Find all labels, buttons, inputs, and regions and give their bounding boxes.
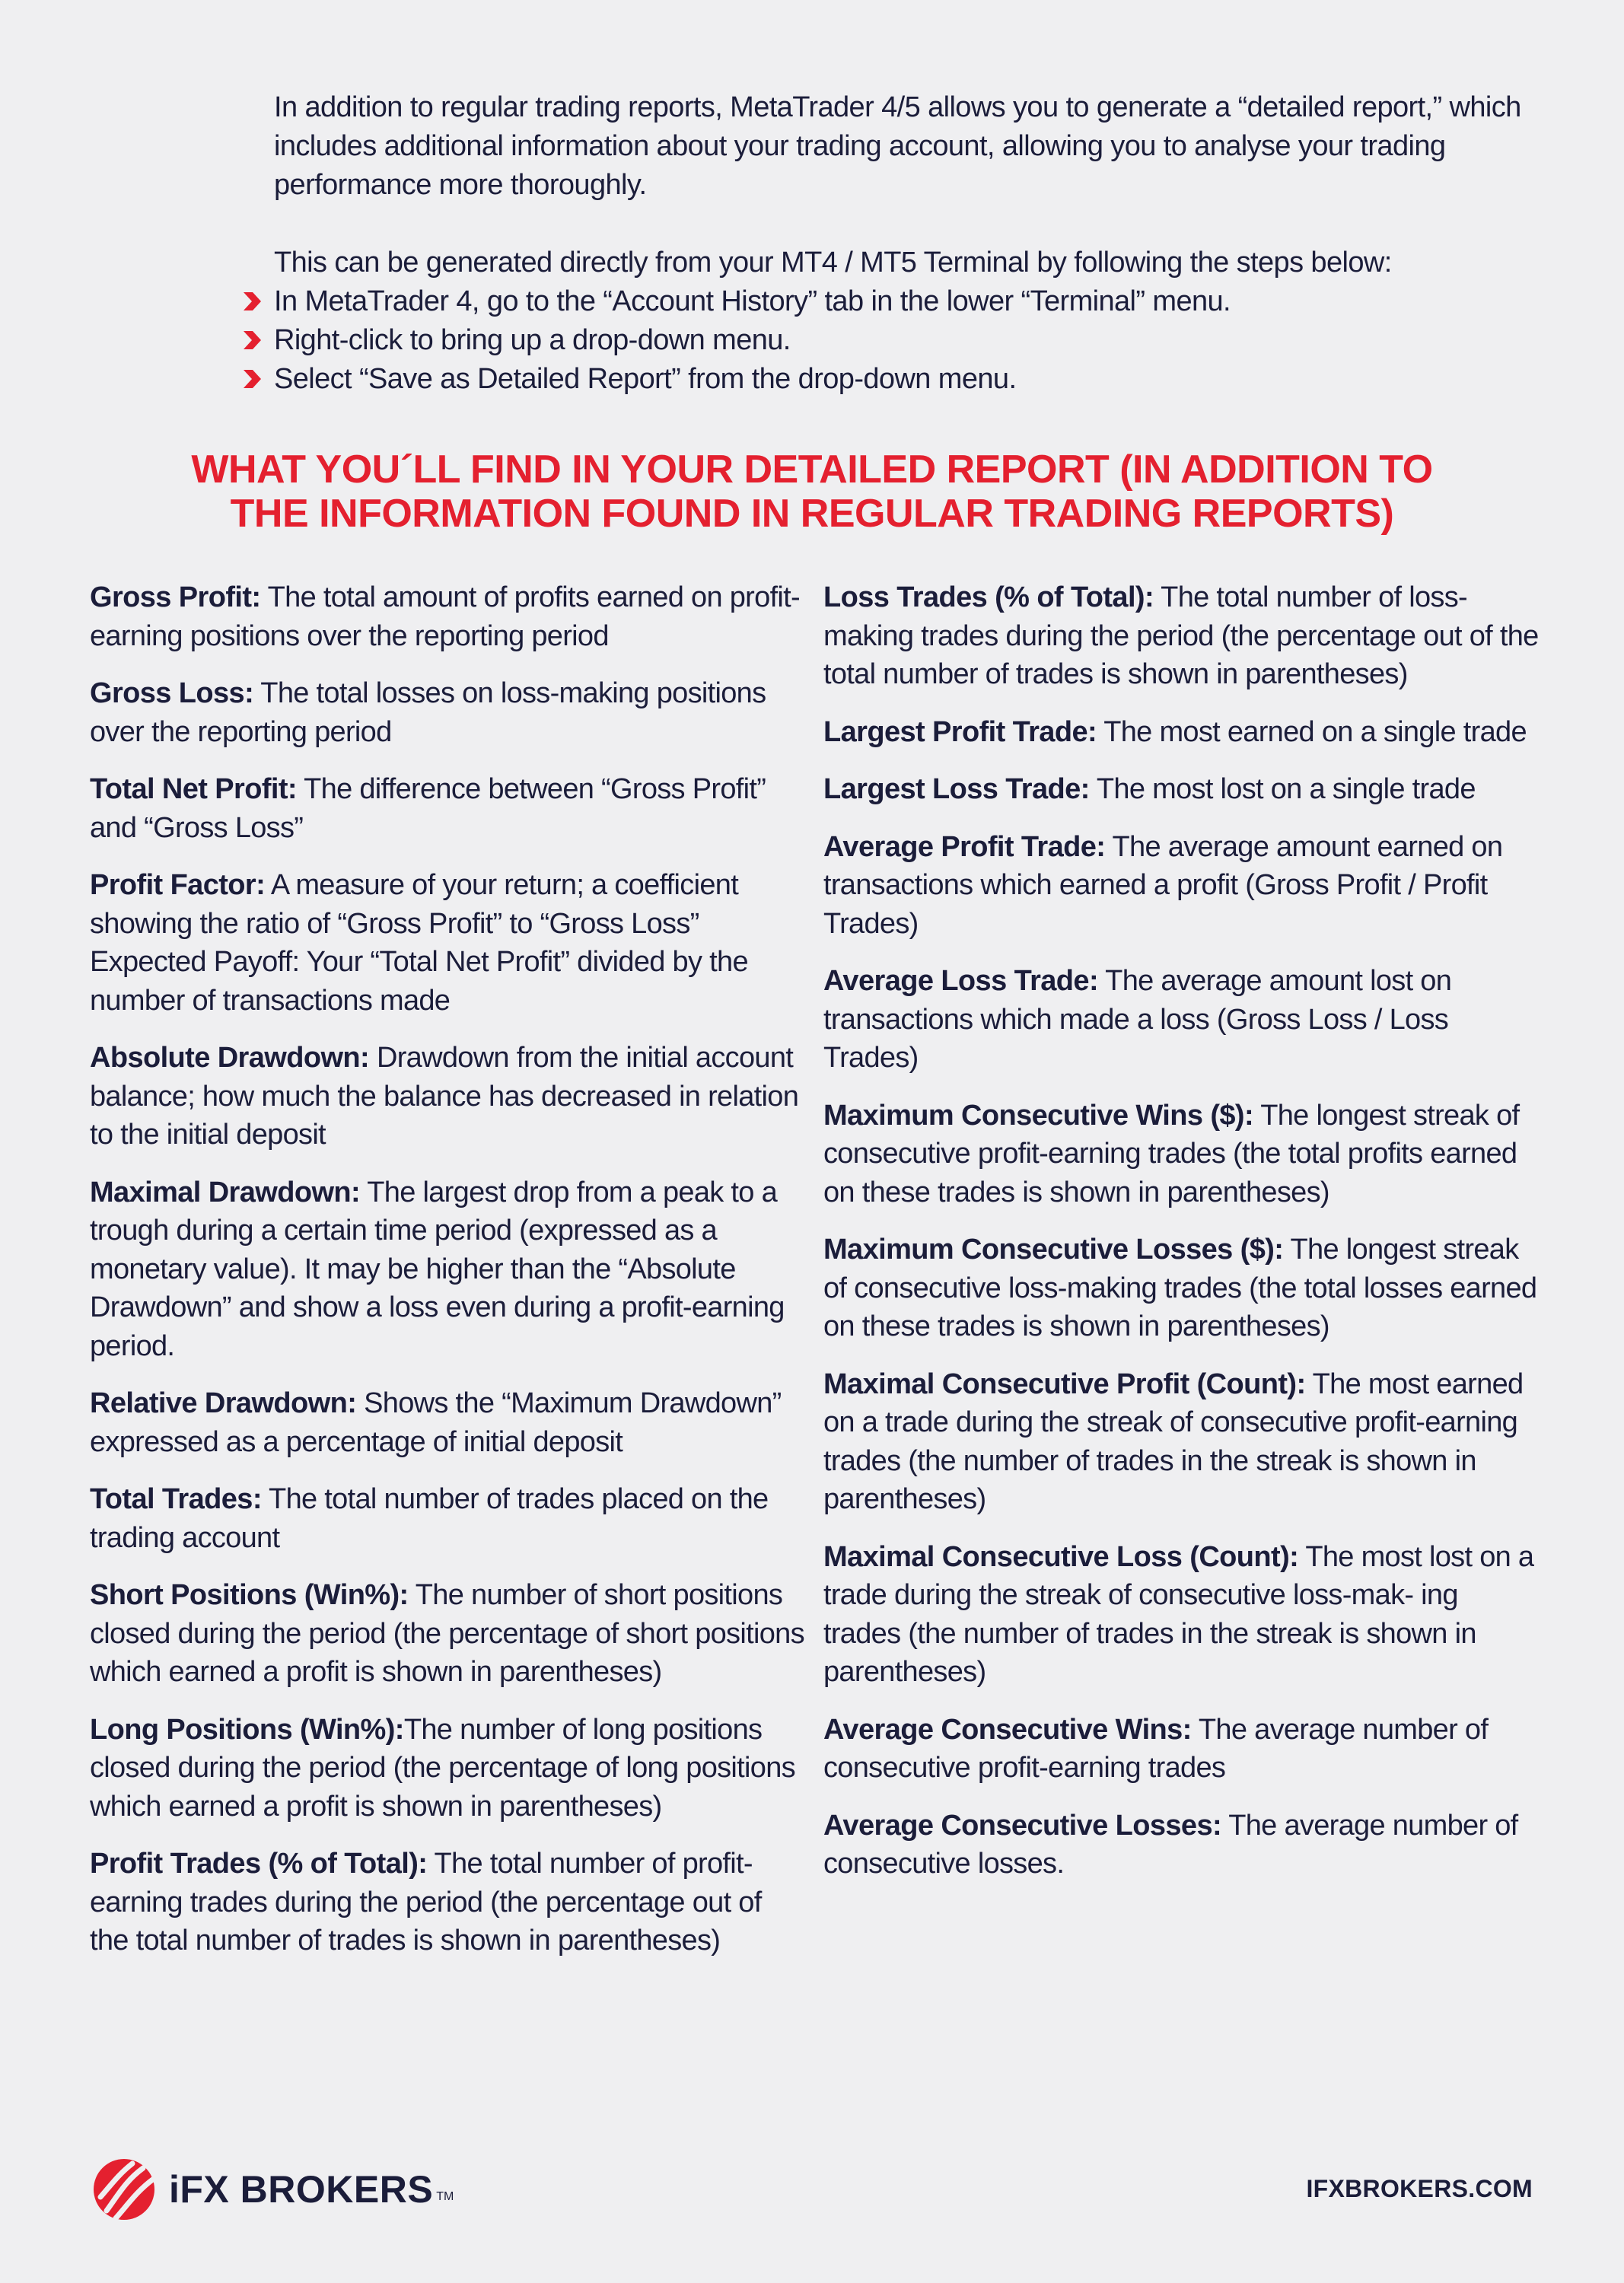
term-description: Shows the “Maximum Drawdown” expressed as a percentage of initial deposit — [90, 1387, 782, 1458]
steps-list — [274, 282, 1522, 399]
term-label: Largest Loss Trade: — [823, 773, 1090, 805]
term-entry — [823, 1711, 1539, 1788]
step-item — [274, 282, 1522, 321]
intro-section — [274, 88, 1522, 399]
brand-logo — [90, 2157, 454, 2221]
term-entry — [90, 1384, 805, 1461]
term-description: A measure of your return; a coefficient showing the ratio of “Gross Profit” to “Gross Loss” Expected Payoff: Your “Total Net Profit” divided by the number of transactions made — [90, 869, 748, 1017]
term-description: The total losses on loss-making positions over the reporting period — [90, 677, 766, 748]
term-label: Maximal Consecutive Loss (Count): — [823, 1540, 1299, 1573]
term-description: The average number of consecutive profit-earning trades — [823, 1713, 1489, 1784]
left-terms-column — [90, 578, 805, 1979]
term-label: Total Net Profit: — [90, 773, 297, 805]
term-entry — [90, 770, 805, 847]
term-entry — [823, 1365, 1539, 1519]
step-text: Select “Save as Detailed Report” from the drop-down menu. — [274, 363, 1017, 395]
term-label: Average Loss Trade: — [823, 965, 1099, 997]
term-label: Maximal Consecutive Profit (Count): — [823, 1368, 1306, 1400]
term-description: The average amount earned on transactions which earned a profit (Gross Profit / Profit Trades) — [823, 830, 1503, 940]
right-terms-column — [823, 578, 1539, 1902]
term-label: Gross Profit: — [90, 581, 261, 613]
step-item — [274, 321, 1522, 360]
term-description: The difference between “Gross Profit” and “Gross Loss” — [90, 773, 766, 844]
term-label: Total Trades: — [90, 1483, 262, 1515]
term-entry — [90, 1711, 805, 1826]
term-label: Average Consecutive Wins: — [823, 1713, 1192, 1746]
term-description: The total number of loss-making trades during the period (the percentage out of the total number of trades is shown in parentheses) — [823, 581, 1539, 690]
term-label: Largest Profit Trade: — [823, 715, 1097, 748]
term-entry — [90, 578, 805, 655]
term-entry — [90, 1576, 805, 1692]
term-label: Long Positions (Win%): — [90, 1713, 404, 1746]
brand-name: iFX BROKERS — [169, 2168, 434, 2211]
term-description: The most earned on a trade during the streak of consecutive profit-earning trades (the number of trades in the streak is shown in parentheses) — [823, 1368, 1524, 1515]
footer-url: IFXBROKERS.COM — [1306, 2175, 1533, 2202]
term-label: Profit Factor: — [90, 869, 266, 901]
term-label: Maximum Consecutive Wins ($): — [823, 1099, 1254, 1132]
term-entry — [823, 962, 1539, 1078]
term-label: Absolute Drawdown: — [90, 1042, 370, 1074]
term-description: The number of short positions closed during the period (the percentage of short positions which earned a profit is shown in parentheses) — [90, 1579, 804, 1688]
term-entry — [90, 1039, 805, 1154]
chevron-right-icon — [240, 329, 263, 352]
section-heading — [84, 447, 1540, 536]
term-description: The average number of consecutive losses. — [823, 1809, 1518, 1880]
term-entry — [90, 866, 805, 1020]
heading-line-2: THE INFORMATION FOUND IN REGULAR TRADING REPORTS) — [230, 492, 1394, 536]
term-description: The total amount of profits earned on profit-earning positions over the reporting period — [90, 581, 800, 652]
term-label: Average Profit Trade: — [823, 830, 1106, 863]
term-entry — [90, 1173, 805, 1366]
term-entry — [823, 1097, 1539, 1212]
heading-line-1: WHAT YOU´LL FIND IN YOUR DETAILED REPORT (IN ADDITION TO — [191, 447, 1433, 492]
step-item — [274, 360, 1522, 399]
term-description: The longest streak of consecutive profit-earning trades (the total profits earned on these trades is shown in parentheses) — [823, 1099, 1520, 1208]
term-description: The most earned on a single trade — [1097, 715, 1527, 748]
term-description: The largest drop from a peak to a trough during a certain time period (expressed as a monetary value). It may be higher than the “Absolute Drawdown” and show a loss even during a profit-earning period. — [90, 1176, 785, 1362]
term-entry — [823, 1538, 1539, 1692]
term-entry — [823, 578, 1539, 694]
trademark-mark: TM — [436, 2190, 454, 2203]
term-entry — [823, 713, 1539, 752]
term-description: The most lost on a single trade — [1089, 773, 1476, 805]
term-description: Drawdown from the initial account balance; how much the balance has decreased in relation to the initial deposit — [90, 1042, 799, 1151]
term-description: The total number of trades placed on the trading account — [90, 1483, 769, 1554]
term-label: Gross Loss: — [90, 677, 254, 709]
term-description: The longest streak of consecutive loss-making trades (the total losses earned on these trades is shown in parentheses) — [823, 1234, 1537, 1342]
term-entry — [823, 1231, 1539, 1346]
term-description: The average amount lost on transactions which made a loss (Gross Loss / Loss Trades) — [823, 965, 1452, 1074]
term-entry — [823, 828, 1539, 944]
term-label: Maximal Drawdown: — [90, 1176, 361, 1208]
term-entry — [90, 674, 805, 751]
term-entry — [90, 1845, 805, 1960]
term-entry — [90, 1480, 805, 1557]
term-label: Relative Drawdown: — [90, 1387, 357, 1419]
term-entry — [823, 1807, 1539, 1883]
step-text: In MetaTrader 4, go to the “Account History” tab in the lower “Terminal” menu. — [274, 285, 1231, 317]
term-label: Loss Trades (% of Total): — [823, 581, 1154, 613]
term-description: The most lost on a trade during the streak of consecutive loss-mak- ing trades (the number of trades in the streak is shown in parentheses) — [823, 1540, 1534, 1688]
chevron-right-icon — [240, 290, 263, 313]
intro-paragraph: In addition to regular trading reports, MetaTrader 4/5 allows you to generate a “detailed report,” which includes additional information about your trading account, allowing you to analyse your trading performance more thoroughly. — [274, 91, 1521, 201]
term-description: The total number of profit-earning trades during the period (the percentage out of the total number of trades is shown in parentheses) — [90, 1848, 762, 1957]
chevron-right-icon — [240, 368, 263, 390]
term-description: The number of long positions closed during the period (the percentage of long positions which earned a profit is shown in parentheses) — [90, 1713, 795, 1823]
term-label: Average Consecutive Losses: — [823, 1809, 1222, 1842]
step-text: Right-click to bring up a drop-down menu. — [274, 324, 791, 356]
term-label: Maximum Consecutive Losses ($): — [823, 1234, 1284, 1266]
term-entry — [823, 770, 1539, 809]
term-label: Short Positions (Win%): — [90, 1579, 409, 1611]
term-label: Profit Trades (% of Total): — [90, 1848, 428, 1880]
steps-intro: This can be generated directly from your MT4 / MT5 Terminal by following the steps below: — [274, 247, 1392, 279]
ifx-logo-icon — [90, 2157, 158, 2221]
